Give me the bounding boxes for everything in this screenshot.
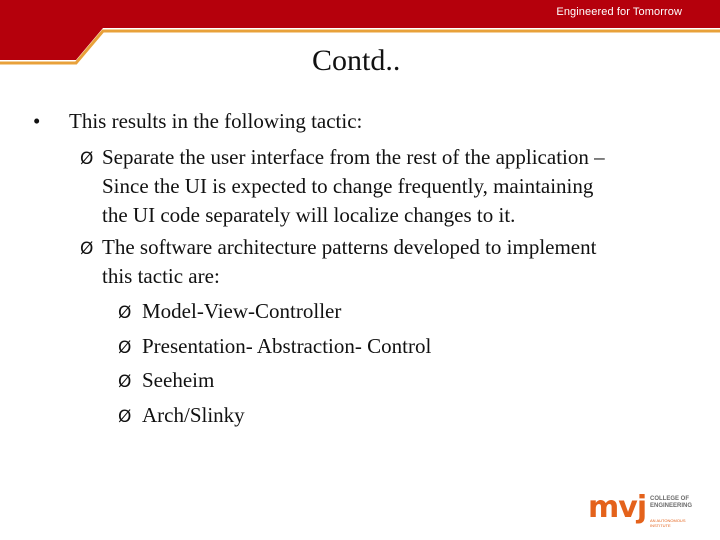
pattern-label: Presentation- Abstraction- Control	[142, 334, 432, 358]
logo-brand: mvj	[588, 490, 647, 525]
logo-subtitle: AN AUTONOMOUS INSTITUTE	[650, 518, 686, 528]
bullet-dot: •	[33, 109, 41, 133]
point-text-line: Separate the user interface from the rest of the application –	[102, 145, 605, 169]
sub-bullet-separate-ui	[80, 143, 605, 174]
pattern-item	[118, 332, 431, 363]
pattern-label: Model-View-Controller	[142, 299, 342, 323]
college-logo	[588, 490, 700, 532]
logo-line1: COLLEGE OF	[650, 496, 689, 502]
point-text-line: the UI code separately will localize changes to it.	[102, 203, 516, 227]
tagline: Engineered for Tomorrow	[556, 6, 682, 18]
logo-text	[650, 496, 692, 510]
bullet-intro-text: This results in the following tactic:	[69, 109, 363, 133]
pattern-label: Arch/Slinky	[142, 403, 245, 427]
bullet-intro	[33, 107, 362, 136]
pattern-item	[118, 401, 245, 432]
arrow-bullet-icon: Ø	[118, 303, 132, 323]
arrow-bullet-icon: Ø	[80, 149, 94, 169]
pattern-item	[118, 297, 341, 328]
logo-line2: ENGINEERING	[650, 503, 693, 509]
point-text-line: The software architecture patterns developed to implement	[102, 235, 597, 259]
arrow-bullet-icon: Ø	[80, 239, 94, 259]
slide-title: Contd..	[312, 44, 401, 77]
point-text-line: Since the UI is expected to change frequently, maintaining	[102, 174, 594, 198]
arrow-bullet-icon: Ø	[118, 372, 132, 392]
pattern-label: Seeheim	[142, 368, 215, 392]
arrow-bullet-icon: Ø	[118, 338, 132, 358]
point-text-line: this tactic are:	[102, 264, 220, 288]
pattern-item	[118, 366, 214, 397]
arrow-bullet-icon: Ø	[118, 407, 132, 427]
sub-bullet-patterns	[80, 233, 596, 264]
